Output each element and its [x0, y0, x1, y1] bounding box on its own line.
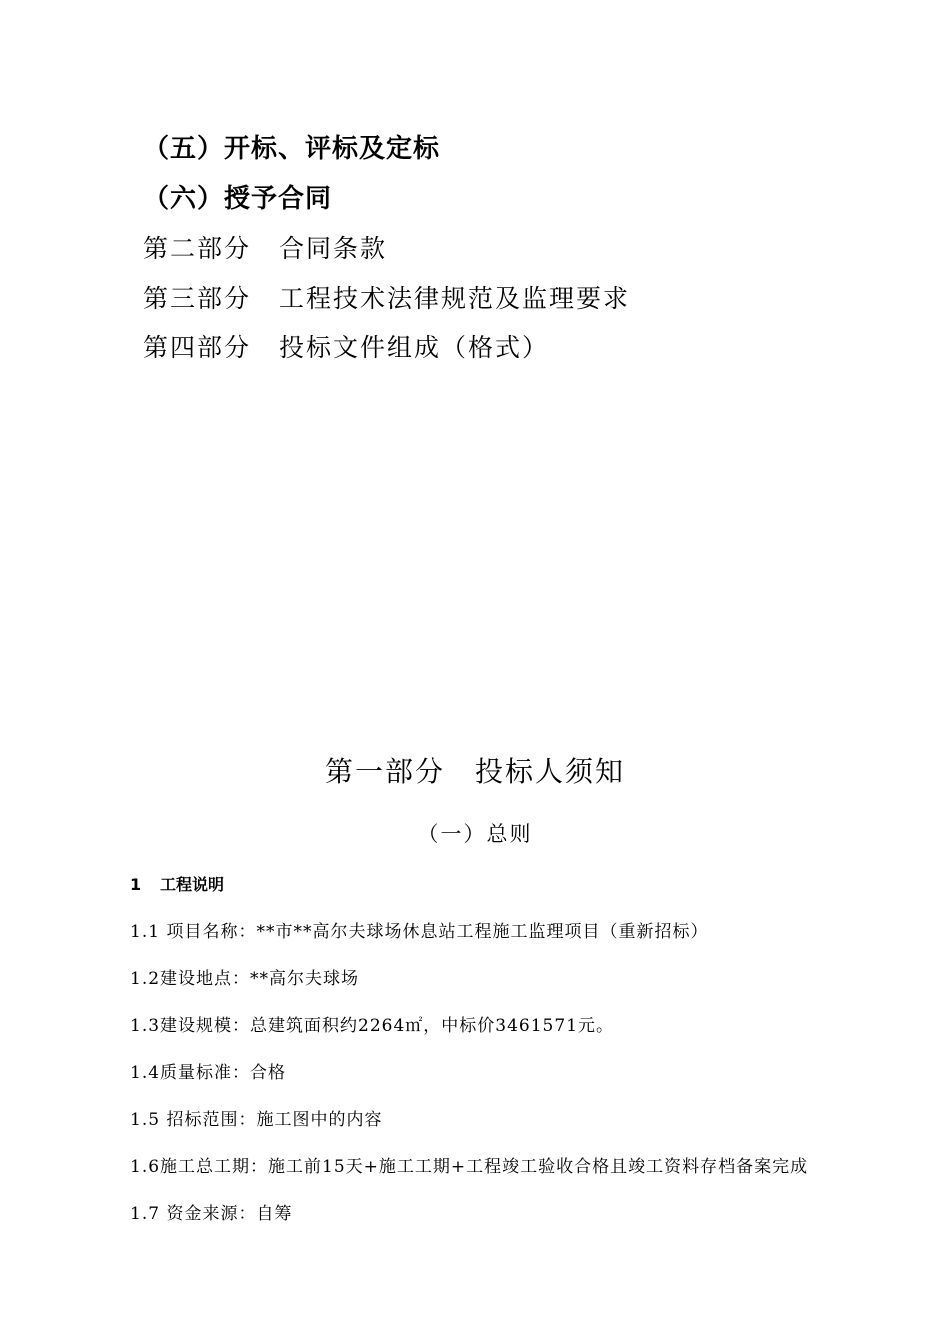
toc-part-4-title: 投标文件组成（格式）	[279, 333, 550, 362]
clause-1-title: 工程说明	[160, 875, 225, 894]
clause-1-4-quality: 1.4质量标准：合格	[130, 1063, 287, 1083]
toc-section-6: （六）授予合同	[143, 184, 333, 214]
toc-section-5: （五）开标、评标及定标	[143, 134, 441, 164]
toc-part-3-title: 工程技术法律规范及监理要求	[279, 284, 631, 313]
toc-part-4	[143, 328, 549, 364]
clause-1-6-duration: 1.6施工总工期：施工前15天+施工工期+工程竣工验收合格且竣工资料存档备案完成	[130, 1157, 809, 1177]
clause-1-7-funding: 1.7 资金来源：自筹	[130, 1204, 293, 1224]
clause-1-number: 1	[130, 875, 142, 894]
part-1-number: 第一部分	[324, 755, 445, 788]
clause-1-heading	[130, 872, 224, 895]
clause-1-5-scope: 1.5 招标范围：施工图中的内容	[130, 1110, 383, 1130]
clause-1-2-location: 1.2建设地点：**高尔夫球场	[130, 969, 360, 989]
clause-1-3-scale: 1.3建设规模：总建筑面积约2264㎡，中标价3461571元。	[130, 1016, 615, 1036]
toc-part-2-number: 第二部分	[143, 234, 252, 263]
toc-part-2	[143, 229, 387, 265]
toc-part-3-number: 第三部分	[143, 284, 252, 313]
clause-1-1-project-name: 1.1 项目名称：**市**高尔夫球场休息站工程施工监理项目（重新招标）	[130, 922, 709, 942]
toc-part-4-number: 第四部分	[143, 333, 252, 362]
part-1-title	[0, 750, 950, 790]
toc-part-2-title: 合同条款	[279, 234, 388, 263]
general-provisions-subtitle: （一）总则	[417, 822, 533, 846]
toc-part-3	[143, 279, 630, 315]
part-1-name: 投标人须知	[475, 755, 626, 788]
